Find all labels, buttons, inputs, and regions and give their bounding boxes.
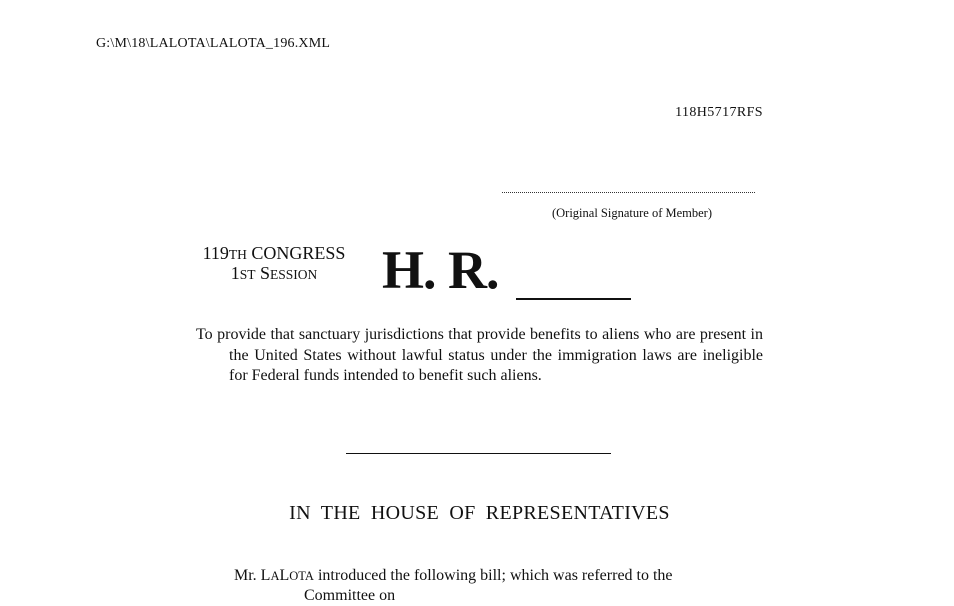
congress-word: CONGRESS	[246, 243, 346, 263]
sponsor-name-ota: OTA	[289, 569, 314, 583]
congress-ordinal: TH	[228, 247, 247, 262]
sponsor-name-l1: L	[260, 567, 271, 584]
sponsor-name-l2: L	[279, 567, 290, 584]
bill-designation: H. R.	[382, 240, 499, 300]
signature-label: (Original Signature of Member)	[551, 206, 713, 220]
bill-number-blank	[516, 298, 631, 300]
bill-purpose: To provide that sanctuary jurisdictions that provide benefits to aliens who are present in the United States without lawful status under the immigration laws are ineligible for Federal funds intended to benefit such aliens.	[196, 326, 763, 385]
congress-line	[186, 244, 362, 264]
chamber-heading: IN THE HOUSE OF REPRESENTATIVES	[289, 502, 670, 524]
session-ordinal: ST	[239, 267, 256, 282]
congress-number: 119	[202, 243, 229, 263]
session-line	[186, 264, 362, 284]
sponsor-name-a: A	[270, 569, 280, 583]
session-rest: ESSION	[270, 267, 318, 282]
file-path: G:\M\18\LALOTA\LALOTA_196.XML	[96, 36, 331, 51]
session-initial: S	[255, 263, 270, 283]
committee-line: Committee on	[304, 587, 396, 604]
sponsor-title: Mr.	[234, 567, 261, 584]
signature-line	[502, 182, 755, 193]
document-code: 118H5717RFS	[675, 105, 763, 120]
congress-session-block	[186, 244, 362, 284]
session-number: 1	[230, 263, 240, 283]
introduction-text: introduced the following bill; which was referred to the	[313, 567, 673, 584]
section-divider	[346, 453, 611, 454]
introduction-line	[234, 566, 729, 586]
